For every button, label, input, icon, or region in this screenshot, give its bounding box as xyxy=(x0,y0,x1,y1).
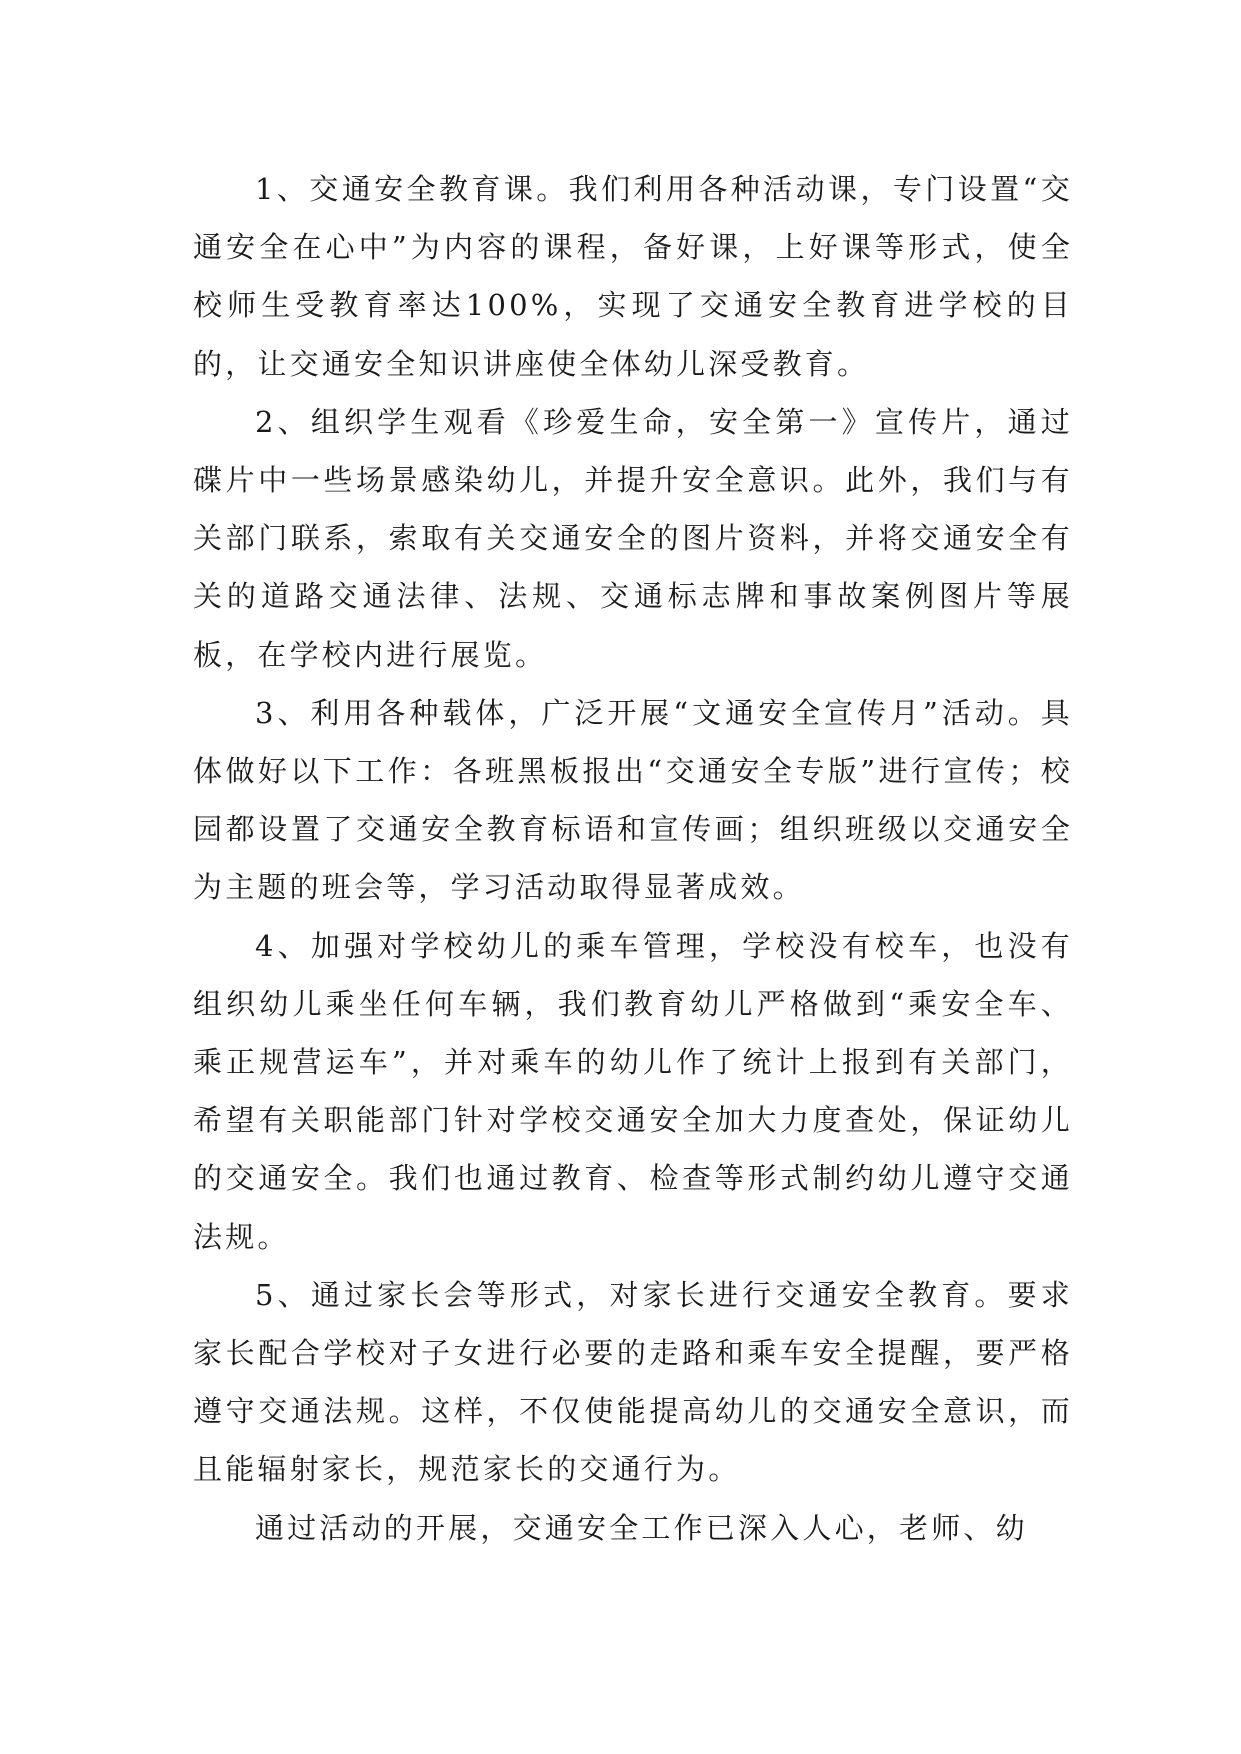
paragraph-5: 5、通过家长会等形式，对家长进行交通安全教育。要求家长配合学校对子女进行必要的走路和乘车安全提醒，要严格遵守交通法规。这样，不仅使能提高幼儿的交通安全意识，而且能辐射家长，规范家长的交通行为。 xyxy=(193,1277,1073,1487)
paragraph-3: 3、利用各种载体，广泛开展“文通安全宣传月”活动。具体做好以下工作：各班黑板报出“交通安全专版”进行宣传；校园都设置了交通安全教育标语和宣传画；组织班级以交通安全为主题的班会等，学习活动取得显著成效。 xyxy=(193,695,1073,905)
paragraph-6: 通过活动的开展，交通安全工作已深入人心，老师、幼 xyxy=(255,1510,1028,1545)
document-body xyxy=(193,160,1073,1557)
paragraph-2: 2、组织学生观看《珍爱生命，安全第一》宣传片，通过碟片中一些场景感染幼儿，并提升安全意识。此外，我们与有关部门联系，索取有关交通安全的图片资料，并将交通安全有关的道路交通法律、法规、交通标志牌和事故案例图片等展板，在学校内进行展览。 xyxy=(193,404,1073,672)
paragraph-4: 4、加强对学校幼儿的乘车管理，学校没有校车，也没有组织幼儿乘坐任何车辆，我们教育幼儿严格做到“乘安全车、乘正规营运车”，并对乘车的幼儿作了统计上报到有关部门，希望有关职能部门针对学校交通安全加大力度查处，保证幼儿的交通安全。我们也通过教育、检查等形式制约幼儿遵守交通法规。 xyxy=(193,928,1073,1254)
paragraph-1: 1、交通安全教育课。我们利用各种活动课，专门设置“交通安全在心中”为内容的课程，备好课，上好课等形式，使全校师生受教育率达100%，实现了交通安全教育进学校的目的，让交通安全知识讲座使全体幼儿深受教育。 xyxy=(193,172,1073,381)
